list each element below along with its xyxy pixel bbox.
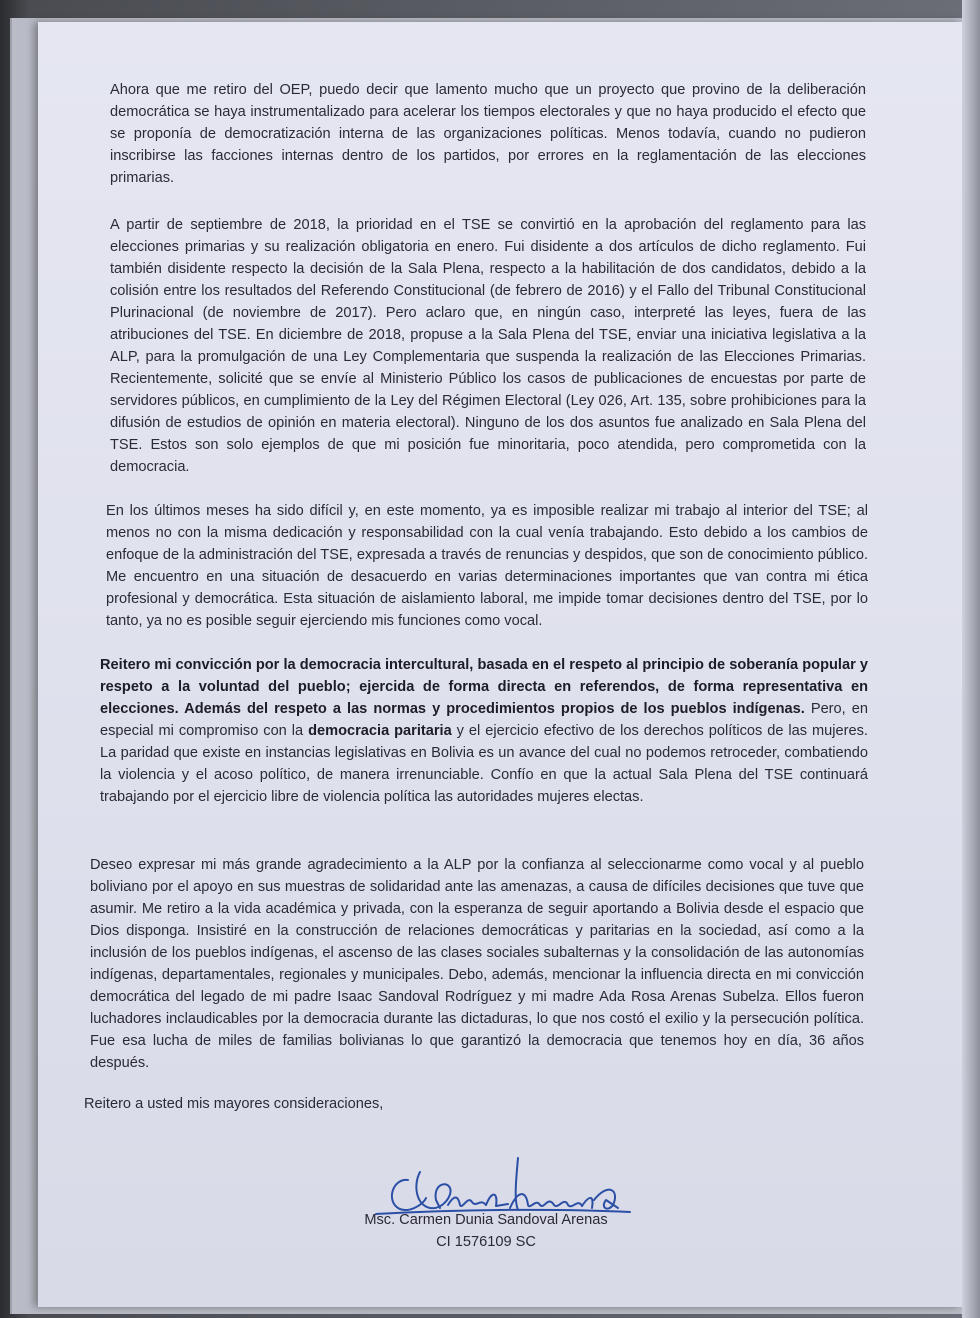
signer-name: Msc. Carmen Dunia Sandoval Arenas xyxy=(364,1212,608,1228)
conviction-end-text: y el ejercicio efectivo de los derechos políticos de las mujeres. La paridad que existe en instancias legislativas en Bolivia es un avance del cual no podemos retroceder, combatiendo la violencia y el acoso político, de manera irrenunciable. Confío en que la actual Sala Plena del TSE continuará trabajando por el ejercicio libre de violencia política las autoridades mujeres electas. xyxy=(100,723,868,805)
signer-id-number: CI 1576109 SC xyxy=(436,1234,536,1250)
closing-line: Reitero a usted mis mayores consideraciones, xyxy=(84,1096,384,1112)
paragraph-oep-retirement: Ahora que me retiro del OEP, puedo decir que lamento mucho que un proyecto que provino de la deliberación democrática se haya instrumentalizado para acelerar los tiempos electorales y que no haya producido el efecto que se proponía de democratización interna de las organizaciones políticas. Menos todavía, cuando no pudieron inscribirse las facciones internas dentro de los partidos, por errores en la reglamentación de las elecciones primarias. xyxy=(110,82,866,186)
paragraph-gratitude: Deseo expresar mi más grande agradecimiento a la ALP por la confianza al seleccionarme como vocal y al pueblo boliviano por el apoyo en sus muestras de solidaridad ante las amenazas, a causa de difíciles decisiones que tuve que asumir. Me retiro a la vida académica y privada, con la esperanza de seguir aportando a Bolivia desde el espacio que Dios disponga. Insistiré en la construcción de relaciones democráticas y paritarias en la sociedad, así como a la inclusión de los pueblos indígenas, el ascenso de las clases sociales subalternas y la consolidación de las autonomías indígenas, departamentales, regionales y municipales. Debo, además, mencionar la influencia directa en mi convicción democrática del legado de mi padre Isaac Sandoval Rodríguez y mi madre Ada Rosa Arenas Subelza. Ellos fueron luchadores inclaudicables por la democracia durante las dictaduras, lo que nos costó el exilio y la persecución política. Fue esa lucha de miles de familias bolivianas lo que garantizó la democracia que tenemos hoy en día, 36 años después. xyxy=(90,857,864,1071)
bold-conviction-text: Reitero mi convicción por la democracia intercultural, basada en el respeto al principio de soberanía popular y respeto a la voluntad del pueblo; ejercida de forma directa en referendos, de forma representativa en elecciones. Además del respeto a las normas y procedimientos propios de los pueblos indígenas. xyxy=(100,657,868,717)
bold-parity-text: democracia paritaria xyxy=(308,723,452,739)
paragraph-work-conditions: En los últimos meses ha sido difícil y, en este momento, ya es imposible realizar mi trabajo al interior del TSE; al menos no con la misma dedicación y responsabilidad con la cual venía trabajando. Esto debido a los cambios de enfoque de la administración del TSE, expresada a través de renuncias y despidos, que son de conocimiento público. Me encuentro en una situación de desacuerdo en varias determinaciones importantes que van contra mi ética profesional y democrática. Esta situación de aislamiento laboral, me impide tomar decisiones dentro del TSE, por lo tanto, ya no es posible seguir ejerciendo mis funciones como vocal. xyxy=(106,503,868,629)
paragraph-democratic-conviction xyxy=(100,654,868,808)
conviction-mid-text: Pero, en especial mi compromiso con la xyxy=(100,701,868,739)
paragraph-primary-elections: A partir de septiembre de 2018, la prioridad en el TSE se convirtió en la aprobación del reglamento para las elecciones primarias y su realización obligatoria en enero. Fui disidente a dos artículos de dicho reglamento. Fui también disidente respecto la decisión de la Sala Plena, respecto a la habilitación de dos candidatos, debido a la colisión entre los resultados del Referendo Constitucional (de febrero de 2016) y el Fallo del Tribunal Constitucional Plurinacional (de noviembre de 2017). Pero aclaro que, en ningún caso, interpreté las leyes, fuera de las atribuciones del TSE. En diciembre de 2018, propuse a la Sala Plena del TSE, enviar una iniciativa legislativa a la ALP, para la promulgación de una Ley Complementaria que suspenda la realización de las Elecciones Primarias. Recientemente, solicité que se envíe al Ministerio Público los casos de publicaciones de encuestas por parte de servidores públicos, en cumplimiento de la Ley del Régimen Electoral (Ley 026, Art. 135, sobre prohibiciones para la difusión de estudios de opinión en materia electoral). Ninguno de los dos asuntos fue analizado en Sala Plena del TSE. Estos son solo ejemplos de que mi posición fue minoritaria, poco atendida, pero comprometida con la democracia. xyxy=(110,217,866,475)
letter-page xyxy=(38,22,962,1307)
page-right-edge xyxy=(962,0,980,1318)
